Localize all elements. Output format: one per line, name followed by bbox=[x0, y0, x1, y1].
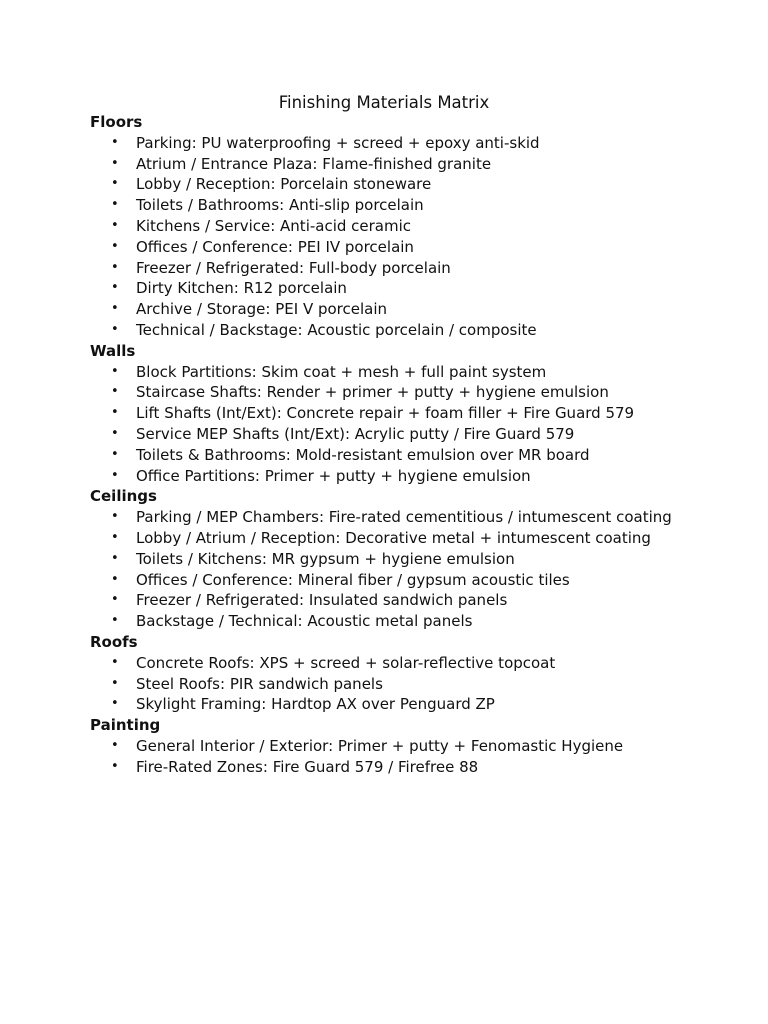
list-item bbox=[90, 403, 750, 424]
list-item-text: Technical / Backstage: Acoustic porcelain / composite bbox=[136, 320, 537, 339]
list-item-text: Skylight Framing: Hardtop AX over Penguard ZP bbox=[136, 695, 495, 714]
bullet-icon: • bbox=[111, 384, 119, 400]
list-item-text: Toilets / Kitchens: MR gypsum + hygiene emulsion bbox=[136, 549, 515, 568]
bullet-icon: • bbox=[111, 155, 119, 171]
list-item bbox=[90, 549, 750, 570]
list-item-text: Staircase Shafts: Render + primer + putty + hygiene emulsion bbox=[136, 383, 609, 402]
bullet-icon: • bbox=[111, 696, 119, 712]
bullet-icon: • bbox=[111, 259, 119, 275]
bullet-icon: • bbox=[111, 238, 119, 254]
bullet-icon: • bbox=[111, 176, 119, 192]
list-item bbox=[90, 216, 750, 237]
list-item-text: Toilets & Bathrooms: Mold-resistant emulsion over MR board bbox=[136, 445, 590, 464]
bullet-icon: • bbox=[111, 758, 119, 774]
list-item bbox=[90, 154, 750, 175]
list-item bbox=[90, 611, 750, 632]
list-item-text: Freezer / Refrigerated: Full-body porcelain bbox=[136, 258, 451, 277]
list-item-text: Fire-Rated Zones: Fire Guard 579 / Firefree 88 bbox=[136, 757, 479, 776]
list-item-text: Lift Shafts (Int/Ext): Concrete repair + foam filler + Fire Guard 579 bbox=[136, 404, 635, 423]
bullet-icon: • bbox=[111, 654, 119, 670]
bullet-icon: • bbox=[111, 405, 119, 421]
list-item-text: General Interior / Exterior: Primer + putty + Fenomastic Hygiene bbox=[136, 736, 624, 755]
list-item bbox=[90, 528, 750, 549]
bullet-icon: • bbox=[111, 509, 119, 525]
list-item-text: Parking: PU waterproofing + screed + epoxy anti-skid bbox=[136, 133, 540, 152]
list-item-text: Kitchens / Service: Anti-acid ceramic bbox=[136, 216, 412, 235]
section-heading-walls: Walls bbox=[90, 341, 136, 360]
list-item bbox=[90, 382, 750, 403]
section-heading-floors: Floors bbox=[90, 113, 143, 131]
list-item bbox=[90, 174, 750, 195]
list-item-text: Offices / Conference: PEI IV porcelain bbox=[136, 237, 414, 256]
section-heading-roofs: Roofs bbox=[90, 632, 138, 651]
list-item bbox=[90, 258, 750, 279]
bullet-icon: • bbox=[111, 425, 119, 441]
list-item-text: Dirty Kitchen: R12 porcelain bbox=[136, 279, 347, 298]
list-item bbox=[90, 694, 750, 715]
bullet-icon: • bbox=[111, 675, 119, 691]
list-item bbox=[90, 195, 750, 216]
bullet-icon: • bbox=[111, 321, 119, 337]
list-item bbox=[90, 674, 750, 695]
bullet-icon: • bbox=[111, 301, 119, 317]
section-list bbox=[90, 133, 750, 341]
list-item bbox=[90, 320, 750, 341]
bullet-icon: • bbox=[111, 592, 119, 608]
list-item bbox=[90, 507, 750, 528]
list-item-text: Lobby / Reception: Porcelain stoneware bbox=[136, 175, 432, 194]
bullet-icon: • bbox=[111, 217, 119, 233]
list-item bbox=[90, 757, 750, 778]
list-item bbox=[90, 653, 750, 674]
list-item-text: Archive / Storage: PEI V porcelain bbox=[136, 300, 388, 319]
bullet-icon: • bbox=[111, 529, 119, 545]
bullet-icon: • bbox=[111, 550, 119, 566]
section-list bbox=[90, 362, 750, 487]
list-item-text: Backstage / Technical: Acoustic metal panels bbox=[136, 612, 473, 631]
list-item-text: Toilets / Bathrooms: Anti-slip porcelain bbox=[136, 196, 424, 215]
list-item-text: Concrete Roofs: XPS + screed + solar-reflective topcoat bbox=[136, 653, 556, 672]
list-item-text: Block Partitions: Skim coat + mesh + full paint system bbox=[136, 362, 547, 381]
list-item bbox=[90, 299, 750, 320]
bullet-icon: • bbox=[111, 737, 119, 753]
section-heading-ceilings: Ceilings bbox=[90, 487, 157, 506]
list-item-text: Service MEP Shafts (Int/Ext): Acrylic putty / Fire Guard 579 bbox=[136, 424, 575, 443]
bullet-icon: • bbox=[111, 467, 119, 483]
list-item bbox=[90, 445, 750, 466]
list-item-text: Atrium / Entrance Plaza: Flame-finished granite bbox=[136, 154, 492, 173]
bullet-icon: • bbox=[111, 280, 119, 296]
list-item-text: Freezer / Refrigerated: Insulated sandwich panels bbox=[136, 591, 508, 610]
bullet-icon: • bbox=[111, 613, 119, 629]
bullet-icon: • bbox=[111, 197, 119, 213]
bullet-icon: • bbox=[111, 571, 119, 587]
list-item bbox=[90, 237, 750, 258]
list-item bbox=[90, 736, 750, 757]
list-item bbox=[90, 466, 750, 487]
section-heading-painting: Painting bbox=[90, 716, 161, 735]
list-item bbox=[90, 590, 750, 611]
document-body bbox=[90, 112, 750, 778]
list-item bbox=[90, 424, 750, 445]
section-list bbox=[90, 507, 750, 632]
list-item-text: Steel Roofs: PIR sandwich panels bbox=[136, 674, 383, 693]
list-item bbox=[90, 133, 750, 154]
list-item-text: Parking / MEP Chambers: Fire-rated cementitious / intumescent coating bbox=[136, 508, 672, 527]
list-item bbox=[90, 570, 750, 591]
bullet-icon: • bbox=[111, 134, 119, 150]
bullet-icon: • bbox=[111, 363, 119, 379]
list-item bbox=[90, 362, 750, 383]
bullet-icon: • bbox=[111, 446, 119, 462]
section-list bbox=[90, 653, 750, 715]
list-item-text: Offices / Conference: Mineral fiber / gypsum acoustic tiles bbox=[136, 570, 570, 589]
page-title: Finishing Materials Matrix bbox=[278, 93, 490, 112]
list-item bbox=[90, 278, 750, 299]
list-item-text: Lobby / Atrium / Reception: Decorative metal + intumescent coating bbox=[136, 528, 651, 547]
section-list bbox=[90, 736, 750, 778]
list-item-text: Office Partitions: Primer + putty + hygiene emulsion bbox=[136, 466, 531, 485]
